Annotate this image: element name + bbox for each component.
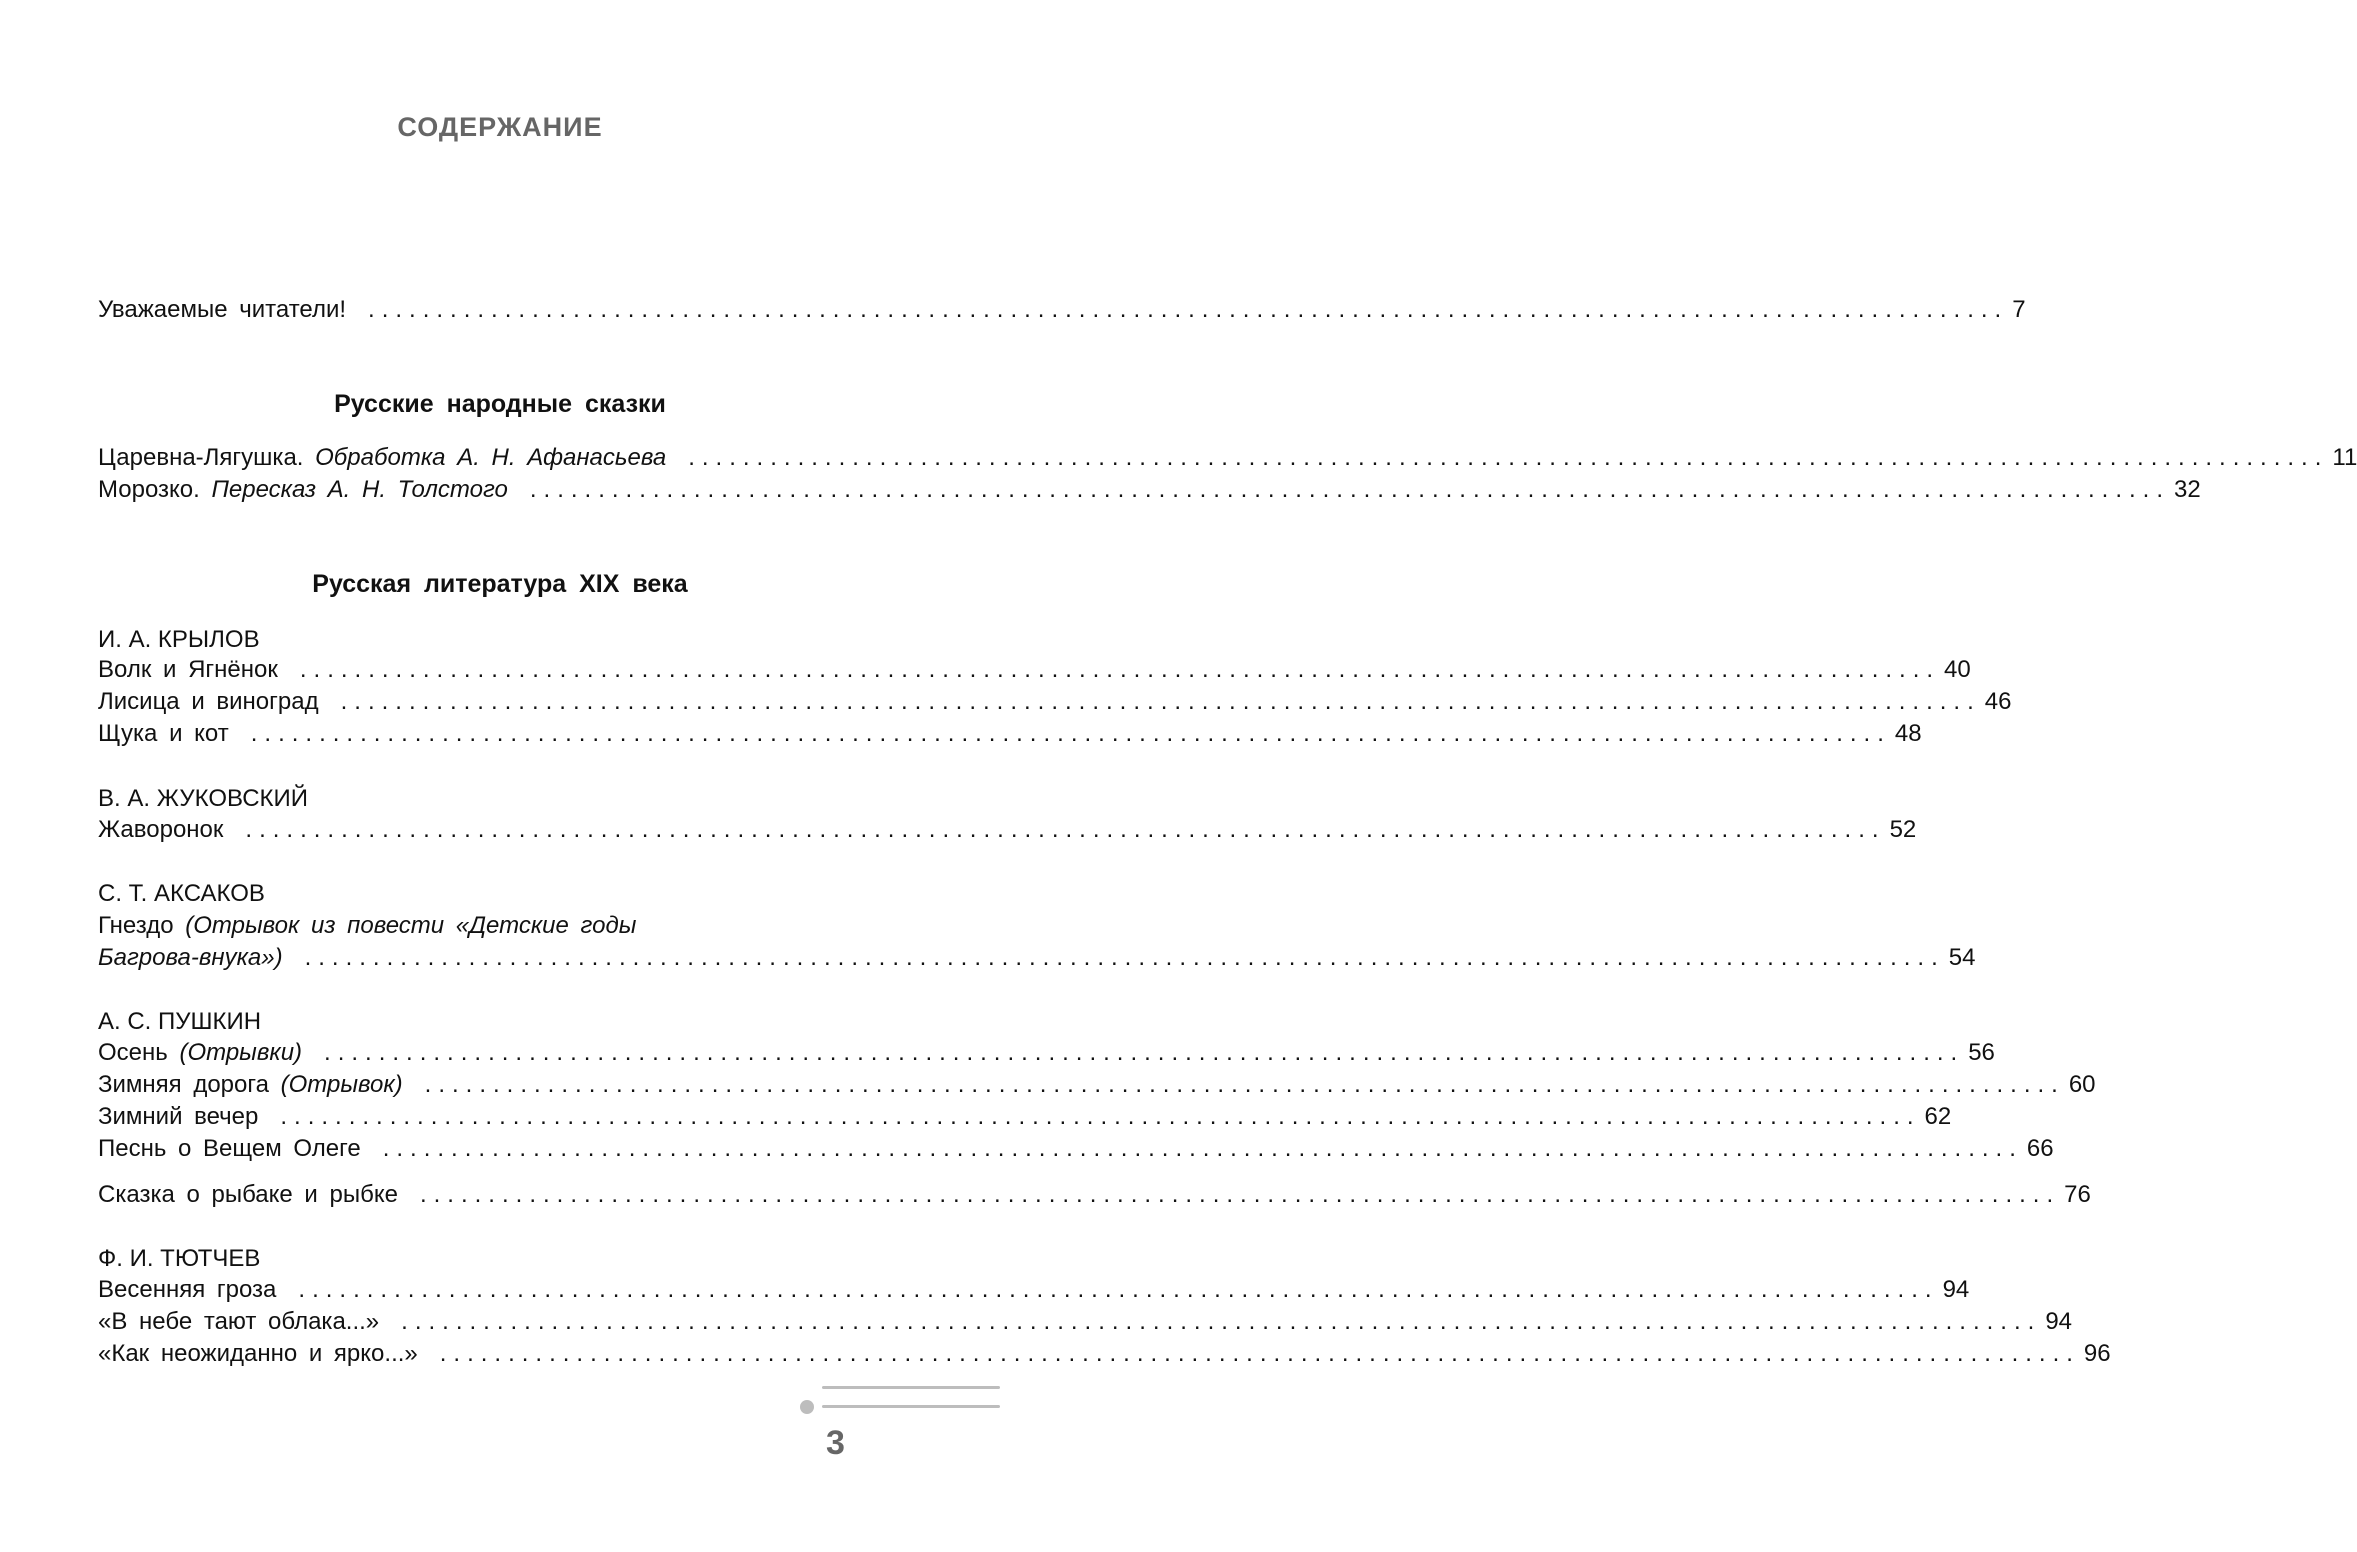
entry-page: 56 [1968, 1039, 1995, 1066]
entry-note: Багрова-внука») [98, 944, 283, 971]
toc-entry-intro[interactable] [98, 294, 2026, 326]
author-name: В. А. ЖУКОВСКИЙ [98, 785, 309, 812]
entry-page: 54 [1948, 944, 1976, 971]
author-name: А. С. ПУШКИН [98, 1008, 262, 1035]
toc-entry[interactable] [98, 1101, 1952, 1133]
dot-leader: ........................................................................................................................ [529, 476, 2171, 503]
dot-leader: ........................................................................................................................ [419, 1181, 2061, 1208]
toc-entry[interactable] [98, 814, 1917, 846]
entry-page: 11 [2332, 444, 2357, 471]
footer-dot [800, 1400, 814, 1414]
entry-page: 94 [1942, 1276, 1970, 1303]
entry-title: Гнездо [98, 912, 174, 939]
entry-note: (Отрывки) [179, 1039, 303, 1066]
entry-note: (Отрывок из повести «Детские годы [185, 912, 637, 939]
dot-leader: ........................................................................................................................ [340, 688, 1981, 715]
author-name: Ф. И. ТЮТЧЕВ [98, 1245, 261, 1272]
entry-page: 7 [2012, 296, 2026, 323]
dot-leader: ........................................................................................................................ [304, 944, 1945, 971]
entry-page: 66 [2026, 1135, 2054, 1162]
entry-page: 52 [1889, 816, 1917, 843]
toc-entry-first-line[interactable] [98, 910, 636, 942]
entry-title: Уважаемые читатели! [98, 296, 347, 323]
toc-entry[interactable] [98, 1179, 2091, 1211]
entry-page: 60 [2068, 1071, 2096, 1098]
entry-title: «В небе тают облака...» [98, 1308, 380, 1335]
dot-leader: ........................................................................................................................ [299, 656, 1941, 683]
entry-page: 40 [1944, 656, 1971, 683]
toc-entry[interactable] [98, 1133, 2054, 1165]
entry-title: Волк и Ягнёнок [98, 656, 278, 683]
toc-entry[interactable] [98, 1274, 1970, 1306]
entry-note: Пересказ А. Н. Толстого [211, 476, 508, 503]
entry-page: 48 [1894, 720, 1922, 747]
section-heading-19th-century: Русская литература XIX века [312, 570, 688, 598]
entry-page: 94 [2045, 1308, 2073, 1335]
toc-entry[interactable] [98, 686, 2012, 718]
dot-leader: ........................................................................................................................ [250, 720, 1891, 747]
dot-leader: ........................................................................................................................ [280, 1103, 1921, 1130]
entry-page: 96 [2083, 1340, 2111, 1367]
toc-entry[interactable] [98, 1037, 1995, 1069]
entry-title: «Как неожиданно и ярко...» [98, 1340, 418, 1367]
entry-title: Морозко. [98, 476, 200, 503]
dot-leader: ........................................................................................................................ [245, 816, 1886, 843]
toc-entry[interactable] [98, 1306, 2073, 1338]
dot-leader: ........................................................................................................................ [324, 1039, 1965, 1066]
entry-title: Жаворонок [98, 816, 224, 843]
toc-entry[interactable] [98, 654, 1971, 686]
entry-title: Осень [98, 1039, 168, 1066]
entry-title: Царевна-Лягушка. [98, 444, 304, 471]
entry-title: Сказка о рыбаке и рыбке [98, 1181, 398, 1208]
toc-entry[interactable] [98, 1338, 2111, 1370]
entry-title: Щука и кот [98, 720, 229, 747]
author-name: И. А. КРЫЛОВ [98, 626, 260, 653]
entry-page: 62 [1924, 1103, 1952, 1130]
toc-entry[interactable] [98, 942, 1976, 974]
entry-title: Весенняя гроза [98, 1276, 277, 1303]
entry-title: Песнь о Вещем Олеге [98, 1135, 361, 1162]
toc-entry[interactable] [98, 1069, 2096, 1101]
dot-leader: ........................................................................................................................ [382, 1135, 2023, 1162]
page-title: СОДЕРЖАНИЕ [397, 112, 603, 142]
footer-rule-top [822, 1386, 1000, 1389]
entry-page: 76 [2064, 1181, 2091, 1208]
dot-leader: ........................................................................................................................ [401, 1308, 2042, 1335]
entry-title: Зимний вечер [98, 1103, 259, 1130]
dot-leader: ........................................................................................................................ [298, 1276, 1939, 1303]
entry-page: 32 [2174, 476, 2201, 503]
toc-entry[interactable] [98, 474, 2201, 506]
toc-entry[interactable] [98, 718, 1922, 750]
dot-leader: ........................................................................................................................ [424, 1071, 2065, 1098]
section-heading-folk-tales: Русские народные сказки [334, 390, 666, 418]
dot-leader: ........................................................................................................................ [439, 1340, 2080, 1367]
dot-leader: ........................................................................................................................ [688, 444, 2329, 471]
footer-rule-bottom [822, 1405, 1000, 1408]
entry-title: Зимняя дорога [98, 1071, 269, 1098]
entry-page: 46 [1984, 688, 2012, 715]
entry-title: Лисица и виноград [98, 688, 319, 715]
dot-leader: ........................................................................................................................ [368, 296, 2009, 323]
entry-note: Обработка А. Н. Афанасьева [315, 444, 667, 471]
page-number: 3 [826, 1424, 845, 1462]
entry-note: (Отрывок) [280, 1071, 403, 1098]
toc-entry[interactable] [98, 442, 2357, 474]
author-name: С. Т. АКСАКОВ [98, 880, 265, 907]
